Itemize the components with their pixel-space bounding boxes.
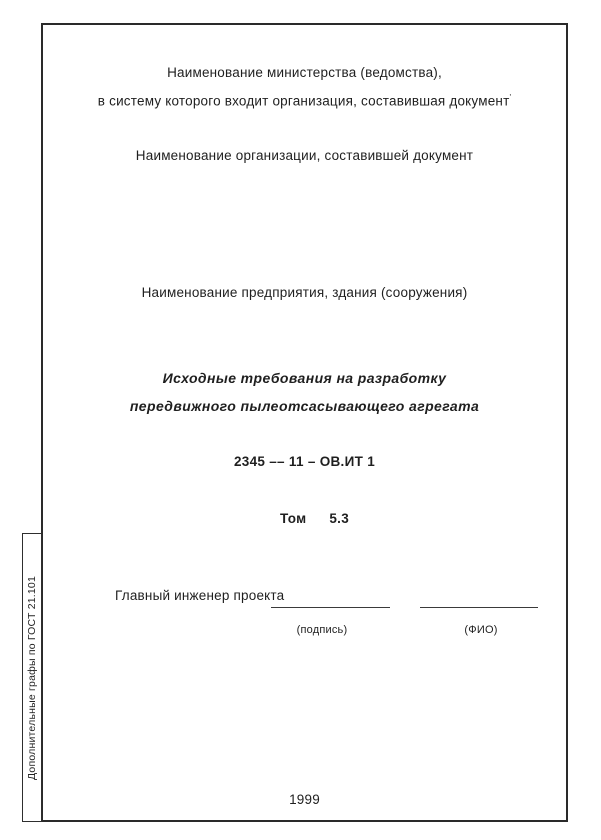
volume-line <box>280 511 349 526</box>
name-blank-line <box>420 594 538 608</box>
volume-label: Том <box>280 511 307 526</box>
document-title-line-2: передвижного пылеотсасывающего агрегата <box>129 398 480 414</box>
organization-line: Наименование организации, составившей документ <box>135 148 474 163</box>
page-border <box>41 23 568 822</box>
volume-number: 5.3 <box>329 511 350 526</box>
signature-blank-line <box>271 594 390 608</box>
facility-line: Наименование предприятия, здания (сооружения) <box>141 285 468 300</box>
year: 1999 <box>289 792 320 807</box>
system-line-text: в систему которого входит организация, составившая документ <box>97 93 510 109</box>
ministry-line: Наименование министерства (ведомства), <box>167 65 442 80</box>
document-title-line-1: Исходные требования на разработку <box>162 370 447 386</box>
sidebar-gost-label: Дополнительные графы по ГОСТ 21.101 <box>26 575 38 780</box>
signature-caption: (подпись) <box>296 624 348 636</box>
footnote-mark: ' <box>509 93 512 102</box>
document-number: 2345 –– 11 – ОВ.ИТ 1 <box>233 454 376 469</box>
chief-engineer-label: Главный инженер проекта <box>115 588 285 603</box>
name-caption: (ФИО) <box>464 624 498 636</box>
sidebar-gost-box <box>22 533 42 822</box>
system-line <box>41 94 568 109</box>
